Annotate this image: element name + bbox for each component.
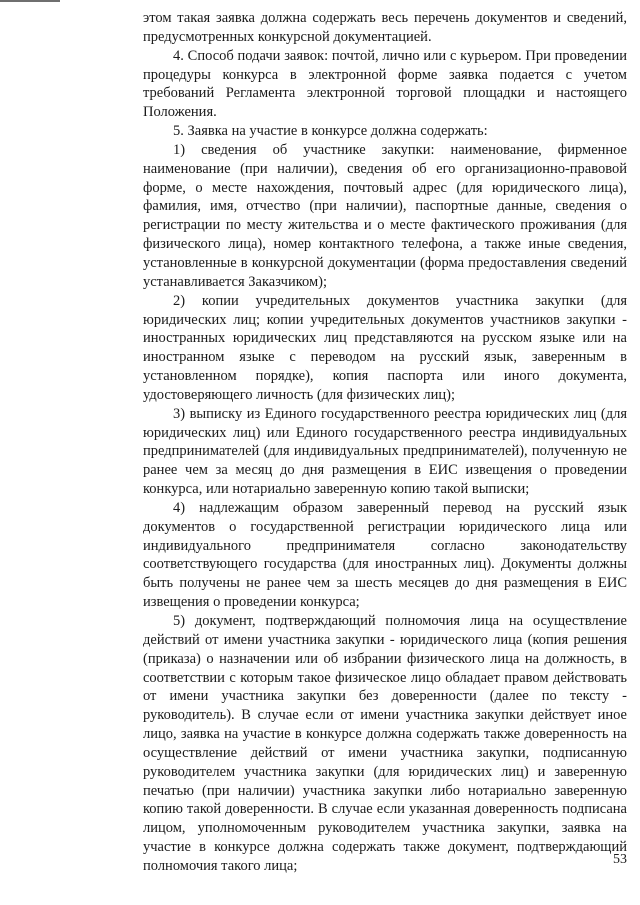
paragraph-subitem-5: 5) документ, подтверждающий полномочия лица на осуществление действий от имени участника закупки - юридического лица (копия решения (приказа) о назначении или об избрании физического лица на должность, в соответствии с которым такое физическое лицо обладает правом действовать от имени участника закупки без доверенности (далее по тексту - руководитель). В случае если от имени участника закупки действует иное лицо, заявка на участие в конкурсе должна содержать также доверенность на осуществление действий от имени участника закупки, подписанную руководителем участника закупки (для юридических лиц) и заверенную печатью (при наличии) участника закупки либо нотариально заверенную копию такой доверенности. В случае если указанная доверенность подписана лицом, уполномоченным руководителем участника закупки, заявка на участие в конкурсе должна содержать также документ, подтверждающий полномочия такого лица; (143, 613, 627, 874)
paragraph-continuation: этом такая заявка должна содержать весь перечень документов и сведений, предусмотренных конкурсной документацией. (143, 10, 627, 45)
scan-edge-mark (0, 0, 60, 2)
paragraph-subitem-1: 1) сведения об участнике закупки: наименование, фирменное наименование (при наличии), сведения об его организационно-правовой форме, о месте нахождения, почтовый адрес (для юридического лица), фамилия, имя, отчество (при наличии), паспортные данные, сведения о регистрации по месту жительства и о месте фактического проживания (для физического лица), номер контактного телефона, а также иные сведения, установленные в конкурсной документации (форма предоставления сведений устанавливается Заказчиком); (143, 141, 627, 290)
document-body (143, 9, 627, 876)
paragraph-subitem-4: 4) надлежащим образом заверенный перевод на русский язык документов о государственной регистрации юридического лица или индивидуального предпринимателя согласно законодательству соответствующего государства (для иностранных лиц). Документы должны быть получены не ранее чем за шесть месяцев до дня размещения в ЕИС извещения о проведении конкурса; (143, 499, 627, 611)
paragraph-item-5: 5. Заявка на участие в конкурсе должна содержать: (173, 123, 488, 140)
paragraph-subitem-2: 2) копии учредительных документов участника закупки (для юридических лиц; копии учредительных документов участников закупки - иностранных юридических лиц представляются на русском языке или на иностранном языке с переводом на русский язык, заверенным в установленном порядке), копия паспорта или иного документа, удостоверяющего личность (для физических лиц); (143, 292, 627, 403)
paragraph-item-4: 4. Способ подачи заявок: почтой, лично или с курьером. При проведении процедуры конкурса в электронной форме заявка подается с учетом требований Регламента электронной торговой площадки и настоящего Положения. (143, 47, 627, 121)
page-number: 53 (613, 852, 627, 867)
paragraph-subitem-3: 3) выписку из Единого государственного реестра юридических лиц (для юридических лиц) или Единого государственного реестра индивидуальных предпринимателей (для индивидуальных предпринимателей), полученную не ранее чем за месяц до дня размещения в ЕИС извещения о проведении конкурса, или нотариально заверенную копию такой выписки; (143, 405, 627, 498)
